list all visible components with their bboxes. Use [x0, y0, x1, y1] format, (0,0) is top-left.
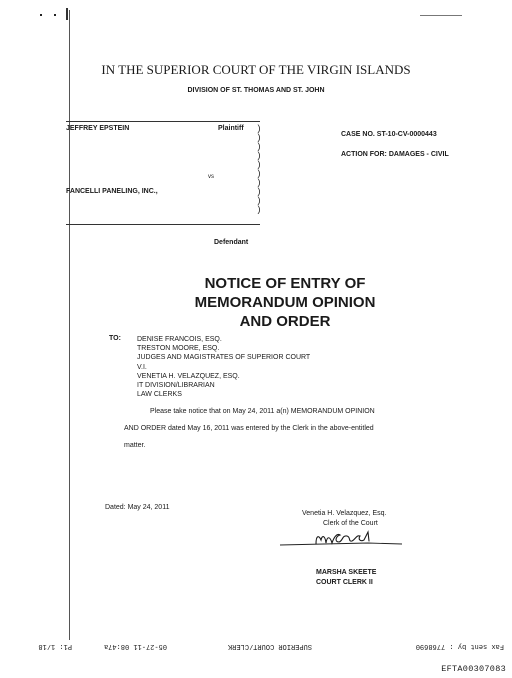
official-title: Clerk of the Court: [323, 520, 378, 527]
caption-bottom-rule: [66, 224, 260, 225]
fax-transmission-footer: [0, 638, 512, 652]
scan-mark: [54, 14, 56, 16]
court-division: DIVISION OF ST. THOMAS AND ST. JOHN: [187, 87, 325, 94]
recipient-item: JUDGES AND MAGISTRATES OF SUPERIOR COURT: [137, 354, 311, 362]
fax-sent-by: Fax sent by : 7768690: [415, 642, 504, 650]
fax-pages: P1: 1/18: [38, 642, 72, 650]
notice-body-line: AND ORDER dated May 16, 2011 was entered by the Clerk in the above-entitled: [124, 425, 374, 432]
notice-title-line: MEMORANDUM OPINION: [194, 294, 376, 311]
notice-title: [150, 274, 420, 331]
notice-title-line: AND ORDER: [239, 313, 331, 330]
recipient-item: IT DIVISION/LIBRARIAN: [137, 382, 215, 390]
notice-body-line: matter.: [124, 442, 146, 449]
recipient-item: TRESTON MOORE, ESQ.: [137, 345, 220, 353]
clerk-title: COURT CLERK II: [316, 579, 373, 586]
plaintiff-name: JEFFREY EPSTEIN: [66, 125, 130, 132]
case-number: CASE NO. ST-10-CV-0000443: [341, 131, 437, 138]
caption-top-rule: [66, 121, 260, 122]
recipient-item: DENISE FRANCOIS, ESQ.: [137, 336, 222, 343]
fax-department: SUPERIOR COURT/CLERK: [227, 642, 312, 650]
recipient-item: V.I.: [137, 363, 147, 371]
recipient-list: [137, 335, 310, 399]
versus-label: vs: [208, 174, 214, 180]
caption-parentheses: ) ) ) ) ) ) ) ) ) ): [257, 123, 261, 214]
official-name: Venetia H. Velazquez, Esq.: [302, 510, 387, 517]
clerk-name: MARSHA SKEETE: [316, 569, 377, 576]
scan-artifact-line: [420, 15, 462, 16]
document-id: EFTA00307083: [441, 664, 506, 674]
defendant-role: Defendant: [214, 239, 249, 246]
action-for: ACTION FOR: DAMAGES - CIVIL: [341, 151, 449, 158]
defendant-name: FANCELLI PANELING, INC.,: [66, 188, 158, 195]
notice-title-line: NOTICE OF ENTRY OF: [204, 275, 366, 292]
plaintiff-role: Plaintiff: [218, 125, 244, 132]
recipient-item: LAW CLERKS: [137, 391, 182, 399]
left-margin-rule: [69, 10, 70, 640]
to-label: TO:: [109, 335, 121, 342]
fax-datetime: 05-27-11 08:47a: [103, 642, 167, 650]
dated-line: Dated: May 24, 2011: [105, 504, 170, 511]
court-title: IN THE SUPERIOR COURT OF THE VIRGIN ISLANDS: [101, 62, 411, 77]
handwritten-signature: [276, 527, 406, 551]
top-corner-mark: [66, 8, 68, 20]
notice-body-line: Please take notice that on May 24, 2011 a(n) MEMORANDUM OPINION: [150, 408, 375, 415]
recipient-item: VENETIA H. VELAZQUEZ, ESQ.: [137, 372, 240, 380]
scan-mark: [40, 14, 42, 16]
